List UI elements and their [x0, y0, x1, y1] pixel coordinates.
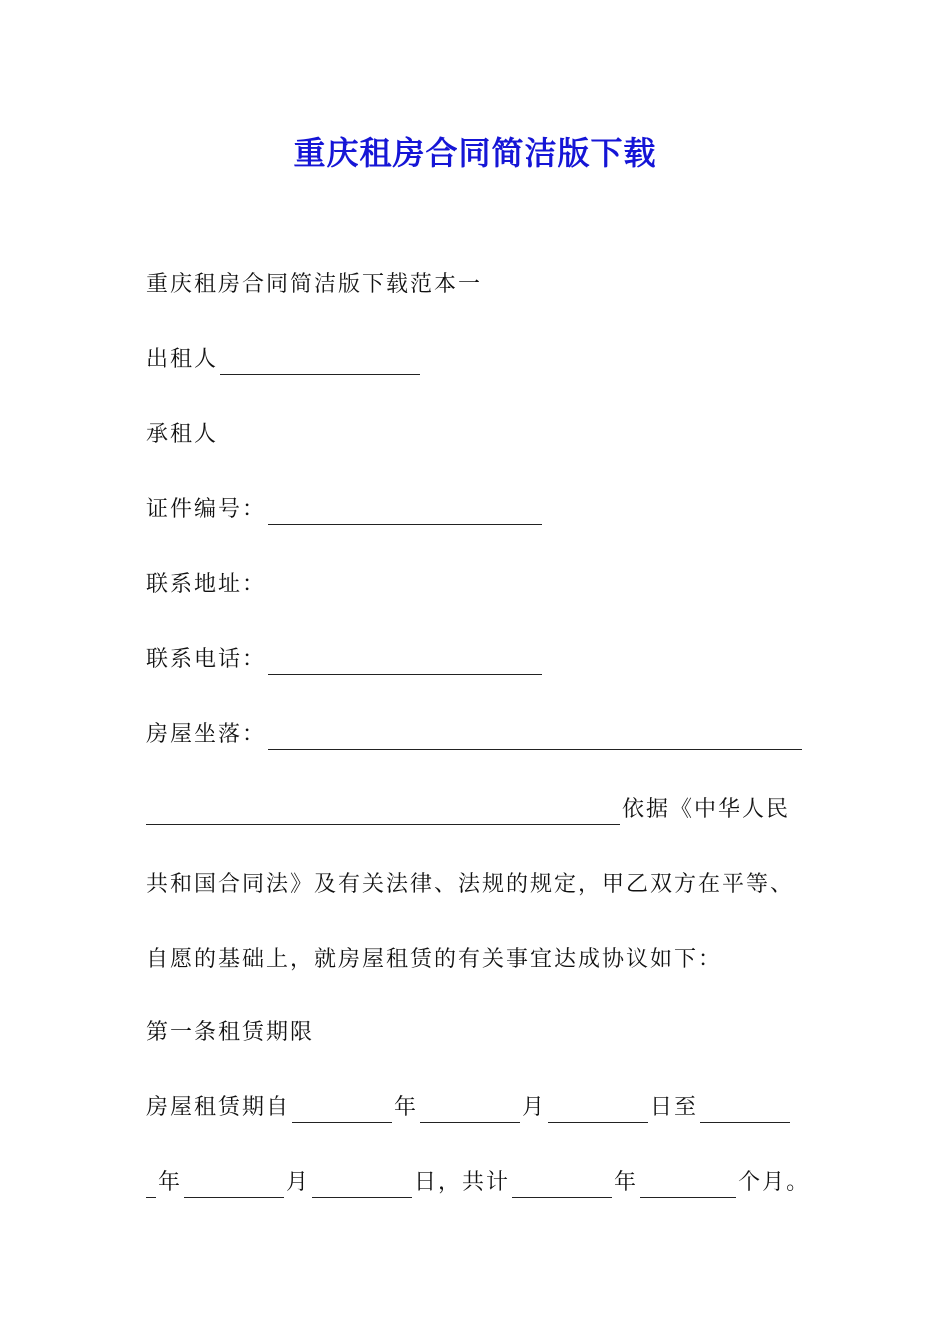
term-month-label: 月 — [522, 1095, 547, 1120]
lessor-label: 出租人 — [146, 347, 219, 372]
location-blank-continued — [146, 802, 620, 825]
term-total-label: 日，共计 — [414, 1170, 511, 1195]
term-prefix: 房屋租赁期自 — [146, 1095, 291, 1120]
basis-line-3 — [146, 945, 722, 975]
term-year3-label: 年 — [614, 1170, 639, 1195]
id-blank — [268, 502, 542, 525]
template-heading-text: 重庆租房合同简洁版下载范本一 — [146, 272, 483, 297]
location-line — [146, 720, 804, 750]
phone-label: 联系电话： — [146, 647, 267, 672]
basis-line-1-text: 依据《中华人民 — [622, 797, 791, 822]
lessee-label: 承租人 — [146, 422, 219, 447]
start-month-blank — [420, 1100, 520, 1123]
lessor-blank — [220, 352, 420, 375]
term-year-label: 年 — [394, 1095, 419, 1120]
term-line-2 — [146, 1168, 810, 1198]
lessor-line — [146, 345, 422, 375]
term-day-to-label: 日至 — [650, 1095, 699, 1120]
basis-line-2-text: 共和国合同法》及有关法律、法规的规定，甲乙双方在平等、 — [146, 872, 795, 897]
term-year2-label: 年 — [158, 1170, 183, 1195]
start-year-blank — [292, 1100, 392, 1123]
basis-line-3-text: 自愿的基础上，就房屋租赁的有关事宜达成协议如下： — [146, 947, 723, 972]
location-blank — [268, 727, 802, 750]
address-line — [146, 570, 266, 600]
total-months-blank — [640, 1175, 736, 1198]
total-years-blank — [512, 1175, 612, 1198]
document-title: 重庆租房合同简洁版下载 — [293, 134, 657, 172]
id-label: 证件编号： — [146, 497, 267, 522]
end-day-blank — [312, 1175, 412, 1198]
phone-blank — [268, 652, 542, 675]
location-label: 房屋坐落： — [146, 722, 267, 747]
lessee-line — [146, 420, 218, 450]
term-months-end: 个月。 — [738, 1170, 811, 1195]
address-label: 联系地址： — [146, 572, 267, 597]
end-year-blank-continued — [146, 1175, 156, 1198]
end-month-blank — [184, 1175, 284, 1198]
template-heading — [146, 270, 482, 300]
term-line-1 — [146, 1093, 790, 1123]
end-year-blank — [700, 1100, 790, 1123]
basis-line-2 — [146, 870, 794, 900]
phone-line — [146, 645, 544, 675]
basis-line-1 — [146, 795, 790, 825]
id-line — [146, 495, 544, 525]
start-day-blank — [548, 1100, 648, 1123]
article-1-heading — [146, 1018, 314, 1048]
article-1-title: 第一条租赁期限 — [146, 1020, 315, 1045]
term-month2-label: 月 — [286, 1170, 311, 1195]
